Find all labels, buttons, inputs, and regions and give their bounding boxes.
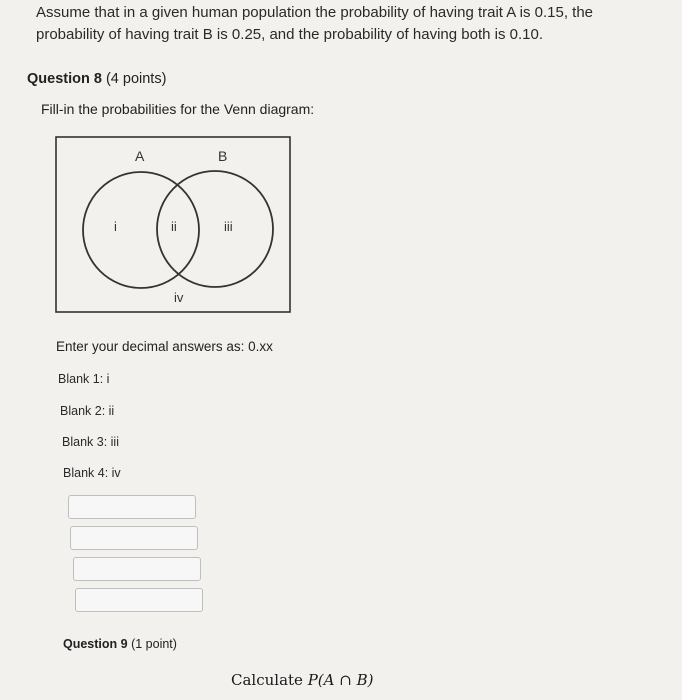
venn-region-iii: iii (224, 219, 233, 234)
question-9-title: Question 9 (63, 637, 128, 651)
question-9-prompt-math: P(A ∩ B) (307, 671, 374, 689)
blank-4-label: Blank 4: iv (63, 466, 121, 480)
blank-3-input[interactable] (73, 557, 201, 581)
blank-4-input[interactable] (75, 588, 203, 612)
blank-2-input[interactable] (70, 526, 198, 550)
problem-statement: Assume that in a given human population the probability of having trait A is 0.15, the probability of having trait B is 0.25, and the probability of having both is 0.10. (36, 4, 594, 43)
venn-label-b: B (218, 148, 228, 164)
blank-1-input[interactable] (68, 495, 196, 519)
answer-format-note: Enter your decimal answers as: 0.xx (56, 339, 273, 354)
question-8-points: (4 points) (105, 71, 167, 87)
question-9-prompt (231, 671, 373, 689)
question-9-prompt-prefix: Calculate (231, 671, 303, 689)
venn-region-i: i (114, 219, 117, 234)
question-9-heading (63, 637, 177, 651)
blank-2-label: Blank 2: ii (60, 404, 115, 418)
question-9-points: (1 point) (131, 637, 177, 651)
venn-region-ii: ii (171, 219, 177, 234)
venn-circle-a (83, 172, 199, 288)
question-8-heading (27, 71, 166, 87)
question-8-title: Question 8 (27, 71, 102, 87)
venn-label-a: A (135, 148, 145, 164)
question-8-instruction: Fill-in the probabilities for the Venn diagram: (41, 101, 315, 117)
venn-region-iv: iv (174, 290, 184, 305)
venn-diagram (50, 134, 295, 316)
blank-3-label: Blank 3: iii (62, 435, 119, 449)
blank-1-label: Blank 1: i (58, 372, 110, 386)
